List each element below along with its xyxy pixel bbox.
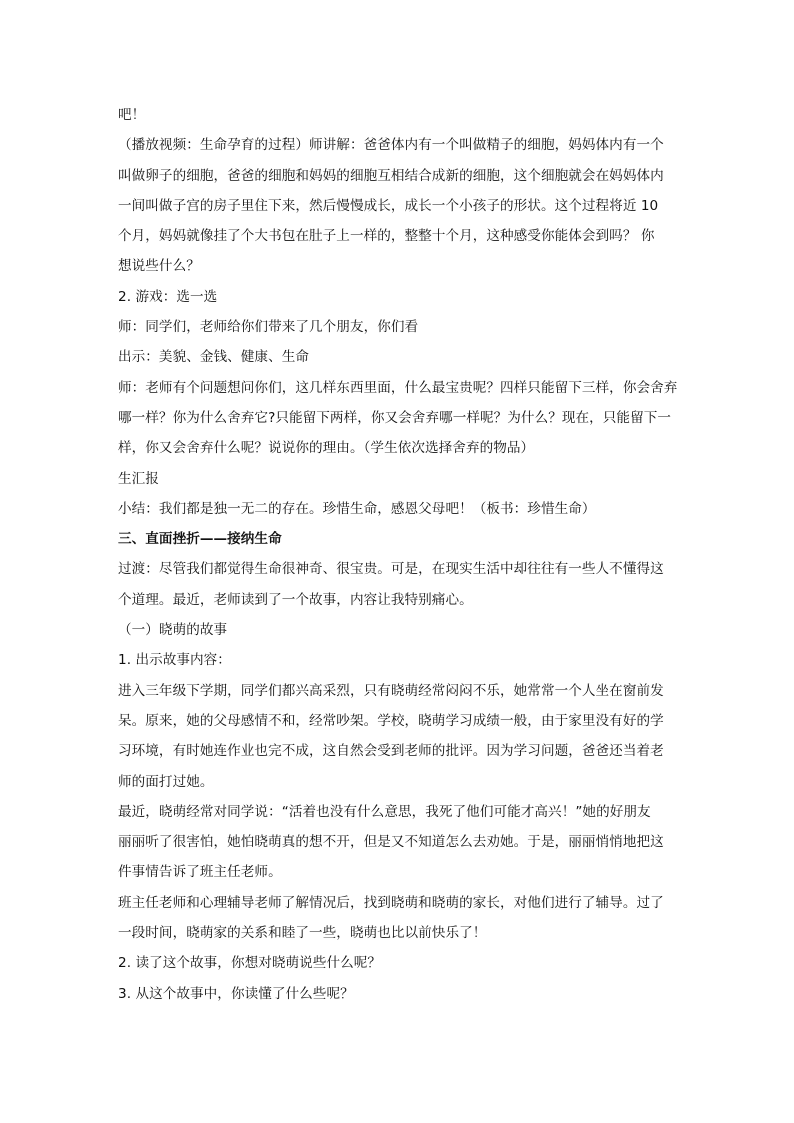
section-heading: 三、直面挫折——接纳生命 (118, 531, 282, 548)
text-line: 3. 从这个故事中，你读懂了什么些呢？ (118, 985, 354, 1002)
text-line: 班主任老师和心理辅导老师了解情况后，找到晓萌和晓萌的家长，对他们进行了辅导。过了 (118, 894, 664, 911)
text-line: 个月，妈妈就像挂了个大书包在肚子上一样的，整整十个月，这种感受你能体会到吗？ 你 (118, 228, 655, 245)
text-line: 一段时间，晓萌家的关系和睦了一些，晓萌也比以前快乐了！ (118, 925, 487, 942)
text-line: 师：同学们，老师给你们带来了几个朋友，你们看 (118, 319, 419, 336)
text-line: 生汇报 (118, 470, 159, 487)
text-line: 叫做卵子的细胞，爸爸的细胞和妈妈的细胞互相结合成新的细胞，这个细胞就会在妈妈体内 (118, 167, 664, 184)
text-line: 想说些什么？ (118, 258, 200, 275)
text-line: 2. 读了这个故事，你想对晓萌说些什么呢？ (118, 955, 382, 972)
text-line: （一）晓萌的故事 (118, 622, 228, 639)
text-line: 习环境，有时她连作业也完不成，这自然会受到老师的批评。因为学习问题，爸爸还当着老 (118, 743, 664, 760)
text-line: （播放视频：生命孕育的过程）师讲解：爸爸体内有一个叫做精子的细胞，妈妈体内有一个 (118, 137, 664, 154)
text-line: 丽丽听了很害怕，她怕晓萌真的想不开，但是又不知道怎么去劝她。于是，丽丽悄悄地把这 (118, 834, 664, 851)
text-line: 哪一样？你为什么舍弃它?只能留下两样，你又会舍弃哪一样呢？为什么？现在，只能留下一 (118, 409, 672, 426)
text-line: 过渡：尽管我们都觉得生命很神奇、很宝贵。可是，在现实生活中却往往有一些人不懂得这 (118, 561, 664, 578)
text-line: 进入三年级下学期，同学们都兴高采烈，只有晓萌经常闷闷不乐，她常常一个人坐在窗前发 (118, 682, 664, 699)
text-line: 小结：我们都是独一无二的存在。珍惜生命，感恩父母吧！（板书：珍惜生命） (118, 500, 596, 517)
text-line: 呆。原来，她的父母感情不和，经常吵架。学校，晓萌学习成绩一般，由于家里没有好的学 (118, 712, 664, 729)
document-body (118, 100, 678, 1009)
text-line: 1. 出示故事内容： (118, 652, 231, 669)
text-line: 个道理。最近，老师读到了一个故事，内容让我特别痛心。 (118, 591, 473, 608)
text-line: 吧！ (118, 107, 146, 123)
text-line: 师：老师有个问题想问你们，这几样东西里面，什么最宝贵呢？四样只能留下三样，你会舍弃 (118, 379, 678, 396)
text-line: 师的面打过她。 (118, 773, 214, 790)
text-line: 件事情告诉了班主任老师。 (118, 864, 282, 881)
text-line: 出示：美貌、金钱、健康、生命 (118, 349, 310, 366)
text-line: 2. 游戏：选一选 (118, 288, 218, 305)
text-line: 样，你又会舍弃什么呢？说说你的理由。（学生依次选择舍弃的物品） (118, 440, 535, 457)
text-line: 最近，晓萌经常对同学说：“活着也没有什么意思，我死了他们可能才高兴！”她的好朋友 (118, 803, 651, 820)
text-line: 一间叫做子宫的房子里住下来，然后慢慢成长，成长一个小孩子的形状。这个过程将近 10 (118, 197, 659, 214)
